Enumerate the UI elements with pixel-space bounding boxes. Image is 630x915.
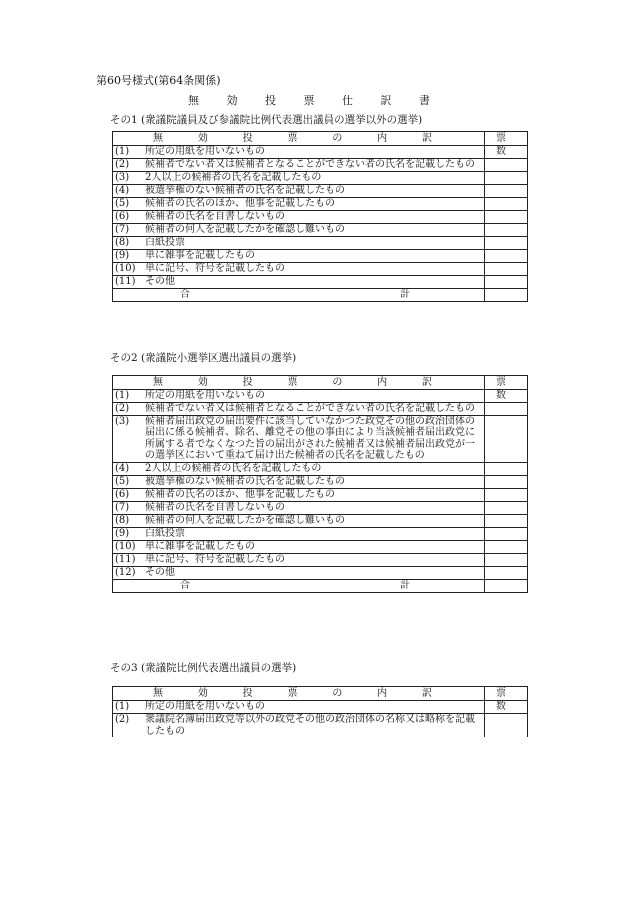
section-1-table [112,131,528,302]
count-cell[interactable] [485,223,528,236]
count-cell[interactable] [485,527,528,540]
table-row: (1) 所定の用紙を用いないもの [113,701,528,714]
breakdown-header: 無 効 投 票 の 内 訳 [153,133,432,144]
breakdown-header: 無 効 投 票 の 内 訳 [153,688,432,699]
table-row: (4) 被選挙権のない候補者の氏名を記載したもの [113,184,528,197]
total-row: 合 計 [113,579,528,592]
count-cell[interactable] [485,159,528,172]
count-cell[interactable] [485,210,528,223]
breakdown-header: 無 効 投 票 の 内 訳 [153,377,432,388]
count-cell[interactable] [485,714,528,738]
total-count-cell[interactable] [485,288,528,301]
count-header: 票数 [496,688,516,712]
count-cell[interactable] [485,415,528,462]
count-cell[interactable] [485,501,528,514]
section-2-title: その2 (衆議院小選挙区選出議員の選挙) [110,352,297,364]
table-row: (12) その他 [113,566,528,579]
table-row: (9) 単に雑事を記載したもの [113,249,528,262]
total-row: 合 計 [113,288,528,301]
count-cell[interactable] [485,197,528,210]
table-header-row [113,132,528,146]
table-row: (8) 候補者の何人を記載したかを確認し難いもの [113,514,528,527]
count-cell[interactable] [485,236,528,249]
count-cell[interactable] [485,462,528,475]
count-header: 票数 [496,133,516,157]
table-row: (1) 所定の用紙を用いないもの [113,390,528,403]
table-row: (5) 被選挙権のない候補者の氏名を記載したもの [113,475,528,488]
table-row: (4) 2人以上の候補者の氏名を記載したもの [113,462,528,475]
count-cell[interactable] [485,171,528,184]
total-count-cell[interactable] [485,579,528,592]
section-3-table [112,686,528,737]
count-cell[interactable] [485,488,528,501]
table-row: (2) 衆議院名簿届出政党等以外の政党その他の政治団体の名称又は略称を記載したもの [113,714,528,738]
table-row: (11) 単に記号、符号を記載したもの [113,553,528,566]
count-cell[interactable] [485,403,528,416]
table-row: (10) 単に雑事を記載したもの [113,540,528,553]
count-cell[interactable] [485,262,528,275]
form-number: 第60号様式(第64条関係) [96,74,221,87]
table-row: (9) 白紙投票 [113,527,528,540]
table-row: (2) 候補者でない者又は候補者となることができない者の氏名を記載したもの [113,403,528,416]
table-row: (2) 候補者でない者又は候補者となることができない者の氏名を記載したもの [113,159,528,172]
table-row: (10) 単に記号、符号を記載したもの [113,262,528,275]
table-row: (8) 白紙投票 [113,236,528,249]
section-1-title: その1 (衆議院議員及び参議院比例代表選出議員の選挙以外の選挙) [110,114,423,126]
table-row: (1) 所定の用紙を用いないもの [113,146,528,159]
count-cell[interactable] [485,540,528,553]
table-row: (7) 候補者の氏名を自書しないもの [113,501,528,514]
table-header-row [113,687,528,701]
count-cell[interactable] [485,249,528,262]
count-cell[interactable] [485,566,528,579]
count-cell[interactable] [485,275,528,288]
table-row: (3) 2人以上の候補者の氏名を記載したもの [113,171,528,184]
count-cell[interactable] [485,553,528,566]
table-row: (5) 候補者の氏名のほか、他事を記載したもの [113,197,528,210]
count-cell[interactable] [485,184,528,197]
table-row: (6) 候補者の氏名を自書しないもの [113,210,528,223]
document-title: 無 効 投 票 仕 訳 書 [188,94,442,107]
count-cell[interactable] [485,514,528,527]
count-cell[interactable] [485,475,528,488]
table-row: (6) 候補者の氏名のほか、他事を記載したもの [113,488,528,501]
table-header-row [113,376,528,390]
table-row: (3) 候補者届出政党の届出要件に該当していなかつた政党その他の政治団体の届出に係る候補者、除名、離党その他の事由により当該候補者届出政党に所属する者でなくなつた旨の届出がされた候補者又は候補者届出政党が一の選挙区において重ねて届け出た候補者の氏名を記載したもの [113,415,528,462]
count-header: 票数 [496,377,516,401]
section-3-title: その3 (衆議院比例代表選出議員の選挙) [110,662,297,674]
section-2-table [112,375,528,593]
table-row: (11) その他 [113,275,528,288]
table-row: (7) 候補者の何人を記載したかを確認し難いもの [113,223,528,236]
